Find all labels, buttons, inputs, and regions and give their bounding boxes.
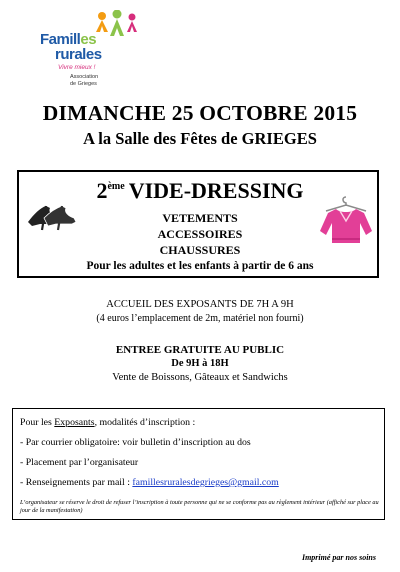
organizer-note: L’organisateur se réserve le droit de refuser l’inscription à toute personne qui ne se conforme pas au règlement intérieur (affiché sur place au jour de la manifestation) xyxy=(20,499,379,514)
event-item-shoes: CHAUSSURES xyxy=(159,243,241,257)
event-venue: A la Salle des Fêtes de GRIEGES xyxy=(83,129,317,148)
email-link[interactable]: famillesruralesdegrieges@gmail.com xyxy=(132,477,279,488)
logo-association: Association de Grieges xyxy=(70,74,99,87)
event-title: 2ème VIDE-DRESSING xyxy=(96,178,304,203)
logo-familles-text: Familles xyxy=(40,31,97,48)
opening-hours: De 9H à 18H xyxy=(171,358,229,369)
familles-rurales-logo xyxy=(40,10,150,90)
logo-tagline: Vivre mieux ! xyxy=(58,64,96,71)
event-item-clothes: VETEMENTS xyxy=(162,211,238,225)
event-audience: Pour les adultes et les enfants à partir de 6 ans xyxy=(86,260,314,272)
event-date-title: DIMANCHE 25 OCTOBRE 2015 xyxy=(42,101,358,125)
exhibitors-fee: (4 euros l’emplacement de 2m, matériel non fourni) xyxy=(96,313,304,324)
registration-contact: - Renseignements par mail : famillesruralesdegrieges@gmail.com xyxy=(20,477,279,488)
people-figures-icon xyxy=(90,10,150,40)
exhibitors-welcome: ACCUEIL DES EXPOSANTS DE 7H A 9H xyxy=(106,299,294,310)
registration-intro: Pour les Exposants, modalités d’inscription : xyxy=(20,417,196,428)
logo-rurales-text: rurales xyxy=(55,46,102,63)
printed-by-note: Imprimé par nos soins xyxy=(301,553,376,562)
registration-placement: - Placement par l’organisateur xyxy=(20,457,139,468)
registration-mail: - Par courrier obligatoire: voir bulletin d’inscription au dos xyxy=(20,437,251,448)
public-entry: ENTREE GRATUITE AU PUBLIC xyxy=(115,344,285,356)
event-item-accessories: ACCESSOIRES xyxy=(157,227,243,241)
sales-info: Vente de Boissons, Gâteaux et Sandwichs xyxy=(112,372,288,383)
